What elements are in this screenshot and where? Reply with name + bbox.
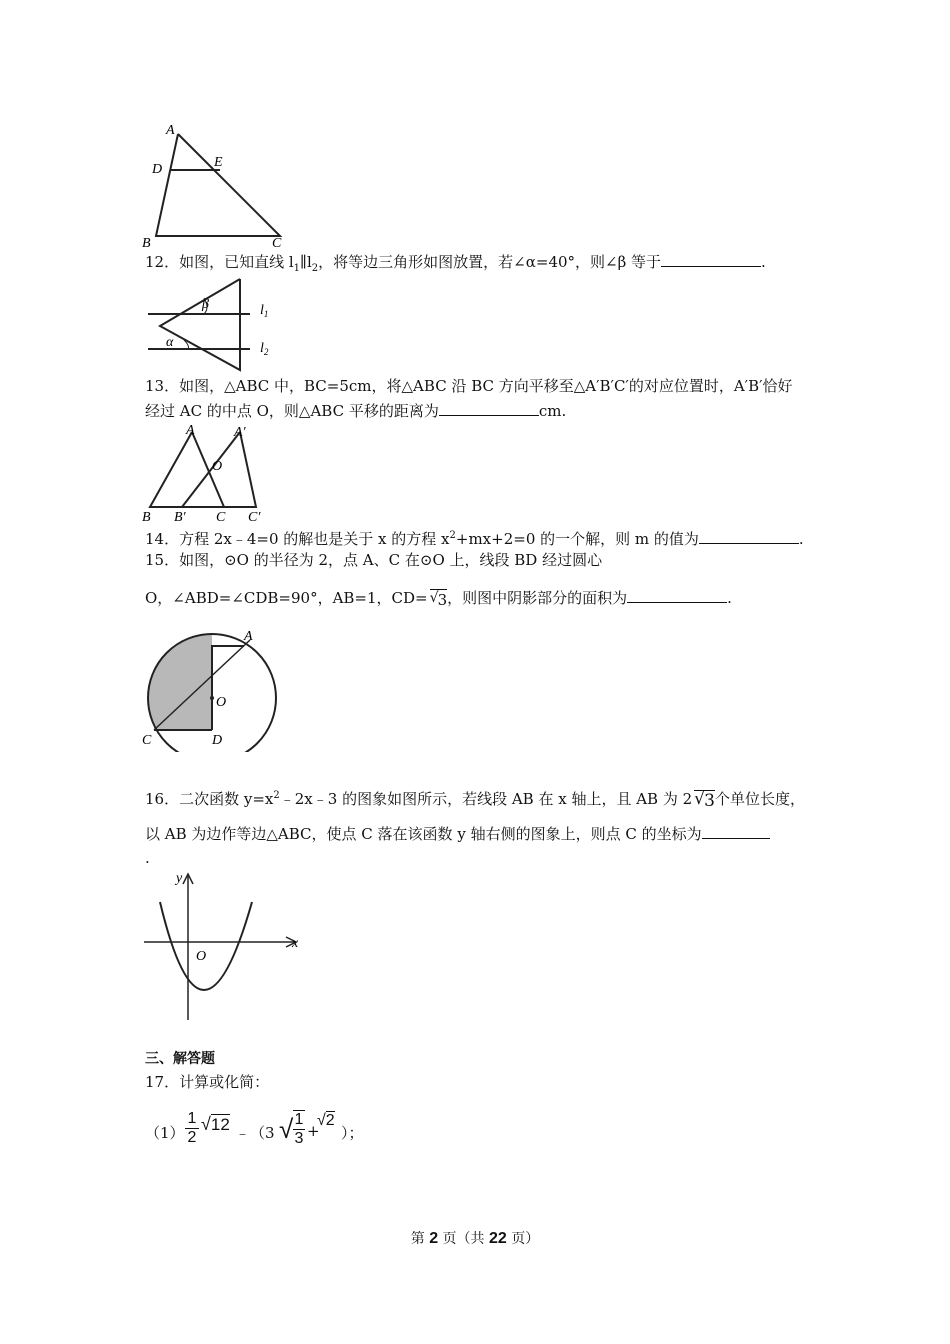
footer-pre: 第 (410, 1231, 425, 1247)
q12-number: 12． (145, 253, 180, 271)
figure-triangle-de (140, 120, 290, 250)
label-c-prime: C′ (248, 510, 261, 524)
label-o: O (212, 459, 223, 474)
q14-text1: 方程 2x﹣4=0 的解也是关于 x 的方程 x (179, 530, 450, 548)
q16-sup: 2 (273, 790, 280, 801)
label-l2: $l_2$ (260, 341, 269, 357)
page-number: 2 (429, 1230, 439, 1247)
label-a: A (166, 123, 175, 138)
answer-blank[interactable] (702, 824, 770, 839)
q13-line2a: 经过 AC 的中点 O，则△ABC 平移的距离为 (145, 402, 439, 420)
footer-mid: 页（共 (442, 1231, 485, 1247)
label-beta: β (202, 297, 209, 312)
numerator: 1 (294, 1111, 304, 1128)
radicand: 12 (210, 1115, 230, 1134)
label-b: B (142, 510, 151, 524)
q16-line3: . (145, 849, 150, 867)
numerator: 1 (187, 1110, 197, 1127)
question-14 (145, 526, 804, 549)
q12-text2: l (306, 253, 312, 271)
sqrt-2 (317, 1112, 335, 1130)
figure-parallel-lines-triangle (140, 274, 280, 374)
answer-blank[interactable] (627, 588, 727, 603)
question-16-line1 (145, 786, 805, 811)
label-x: x (292, 936, 299, 951)
q13-line1: 如图，△ABC 中，BC=5cm，将△ABC 沿 BC 方向平移至△A′B′C′的对应位置时，A′B′恰好 (179, 377, 793, 395)
q15-line2a: O，∠ABD=∠CDB=90°，AB=1，CD= (145, 589, 428, 607)
figure-translated-triangles (140, 422, 270, 524)
q14-number: 14． (145, 530, 180, 548)
q12-text3: ，将等边三角形如图放置，若∠α=40°，则∠β 等于 (318, 253, 662, 271)
q15-line1: 如图，⊙O 的半径为 2，点 A、C 在⊙O 上，线段 BD 经过圆心 (179, 551, 603, 569)
q13-number: 13． (145, 377, 180, 395)
label-l1: $l_1$ (260, 303, 269, 319)
label-y: y (176, 871, 183, 886)
question-15-line1 (145, 550, 602, 570)
answer-blank[interactable] (439, 401, 539, 416)
q16-line2: 以 AB 为边作等边△ABC，使点 C 落在该函数 y 轴右侧的图象上，则点 C 的坐标为 (145, 825, 702, 843)
label-a: A (244, 629, 253, 644)
figure-parabola (140, 866, 305, 1024)
q12-sub2: 2 (311, 263, 319, 274)
fraction-one-half (185, 1110, 199, 1147)
q16-line1b: ﹣2x﹣3 的图象如图所示，若线段 AB 在 x 轴上，且 AB 为 2 (279, 790, 693, 808)
q17-text: 计算或化简： (179, 1073, 270, 1091)
question-16-line3 (145, 848, 150, 868)
answer-blank[interactable] (699, 529, 799, 544)
label-e: E (214, 155, 223, 170)
page-footer (0, 1228, 950, 1248)
q15-end: . (727, 589, 732, 607)
q12-end: . (761, 253, 766, 271)
answer-blank[interactable] (661, 252, 761, 267)
label-c: C (142, 733, 152, 748)
radicand: 3 (437, 590, 448, 609)
q17-number: 17． (145, 1073, 180, 1091)
radical-sign-icon: √ (201, 1114, 211, 1134)
label-b: B (142, 236, 151, 250)
figure-circle-shaded (140, 626, 285, 752)
part-1-label: （1） (145, 1124, 185, 1142)
minus-paren: ﹣（3 (235, 1124, 275, 1142)
radical-sign-icon: √ (429, 589, 439, 606)
label-c: C (216, 510, 226, 524)
label-o: O (216, 695, 227, 710)
plus-sign: + (307, 1122, 320, 1140)
footer-post: 页） (511, 1231, 540, 1247)
label-a-prime: A′ (234, 425, 246, 440)
q14-end: . (798, 530, 804, 548)
question-17 (145, 1072, 269, 1092)
label-d: D (212, 733, 223, 748)
q13-line2b: cm. (538, 402, 567, 420)
label-alpha: α (166, 335, 174, 350)
label-o: O (196, 949, 207, 964)
q12-sub1: 1 (293, 263, 301, 274)
q16-line1c: 个单位长度， (715, 790, 806, 808)
q12-text1: 如图，已知直线 l (179, 253, 294, 271)
label-d: D (152, 162, 163, 177)
q16-line1a: 二次函数 y=x (179, 790, 274, 808)
total-pages: 22 (489, 1230, 507, 1247)
question-15-line2 (145, 588, 732, 610)
question-13-line2 (145, 401, 566, 421)
q14-sup: 2 (449, 530, 456, 541)
q14-text2: +mx+2=0 的一个解，则 m 的值为 (455, 530, 699, 548)
sqrt-3 (430, 589, 448, 610)
q15-number: 15． (145, 551, 180, 569)
q12-parallel: ∥ (300, 253, 307, 271)
radicand: 3 (704, 790, 715, 811)
section-title: 三、解答题 (145, 1051, 215, 1067)
sqrt-3 (694, 790, 715, 811)
denominator: 3 (294, 1130, 304, 1147)
denominator: 2 (185, 1128, 199, 1147)
question-16-line2 (145, 824, 770, 844)
q17-part-1 (145, 1110, 405, 1156)
question-13-line1 (145, 376, 793, 396)
close-paren: ）； (341, 1124, 364, 1142)
label-c: C (272, 236, 282, 250)
q16-number: 16． (145, 790, 180, 808)
q15-line2b: ，则图中阴影部分的面积为 (447, 589, 628, 607)
label-b-prime: B′ (174, 510, 186, 524)
label-a: A (186, 423, 195, 438)
sqrt-12 (201, 1114, 230, 1135)
radical-sign-icon: √ (279, 1114, 294, 1144)
radical-sign-icon: √ (694, 788, 706, 809)
radical-sign-icon: √ (317, 1112, 326, 1129)
radicand: 2 (325, 1112, 335, 1129)
